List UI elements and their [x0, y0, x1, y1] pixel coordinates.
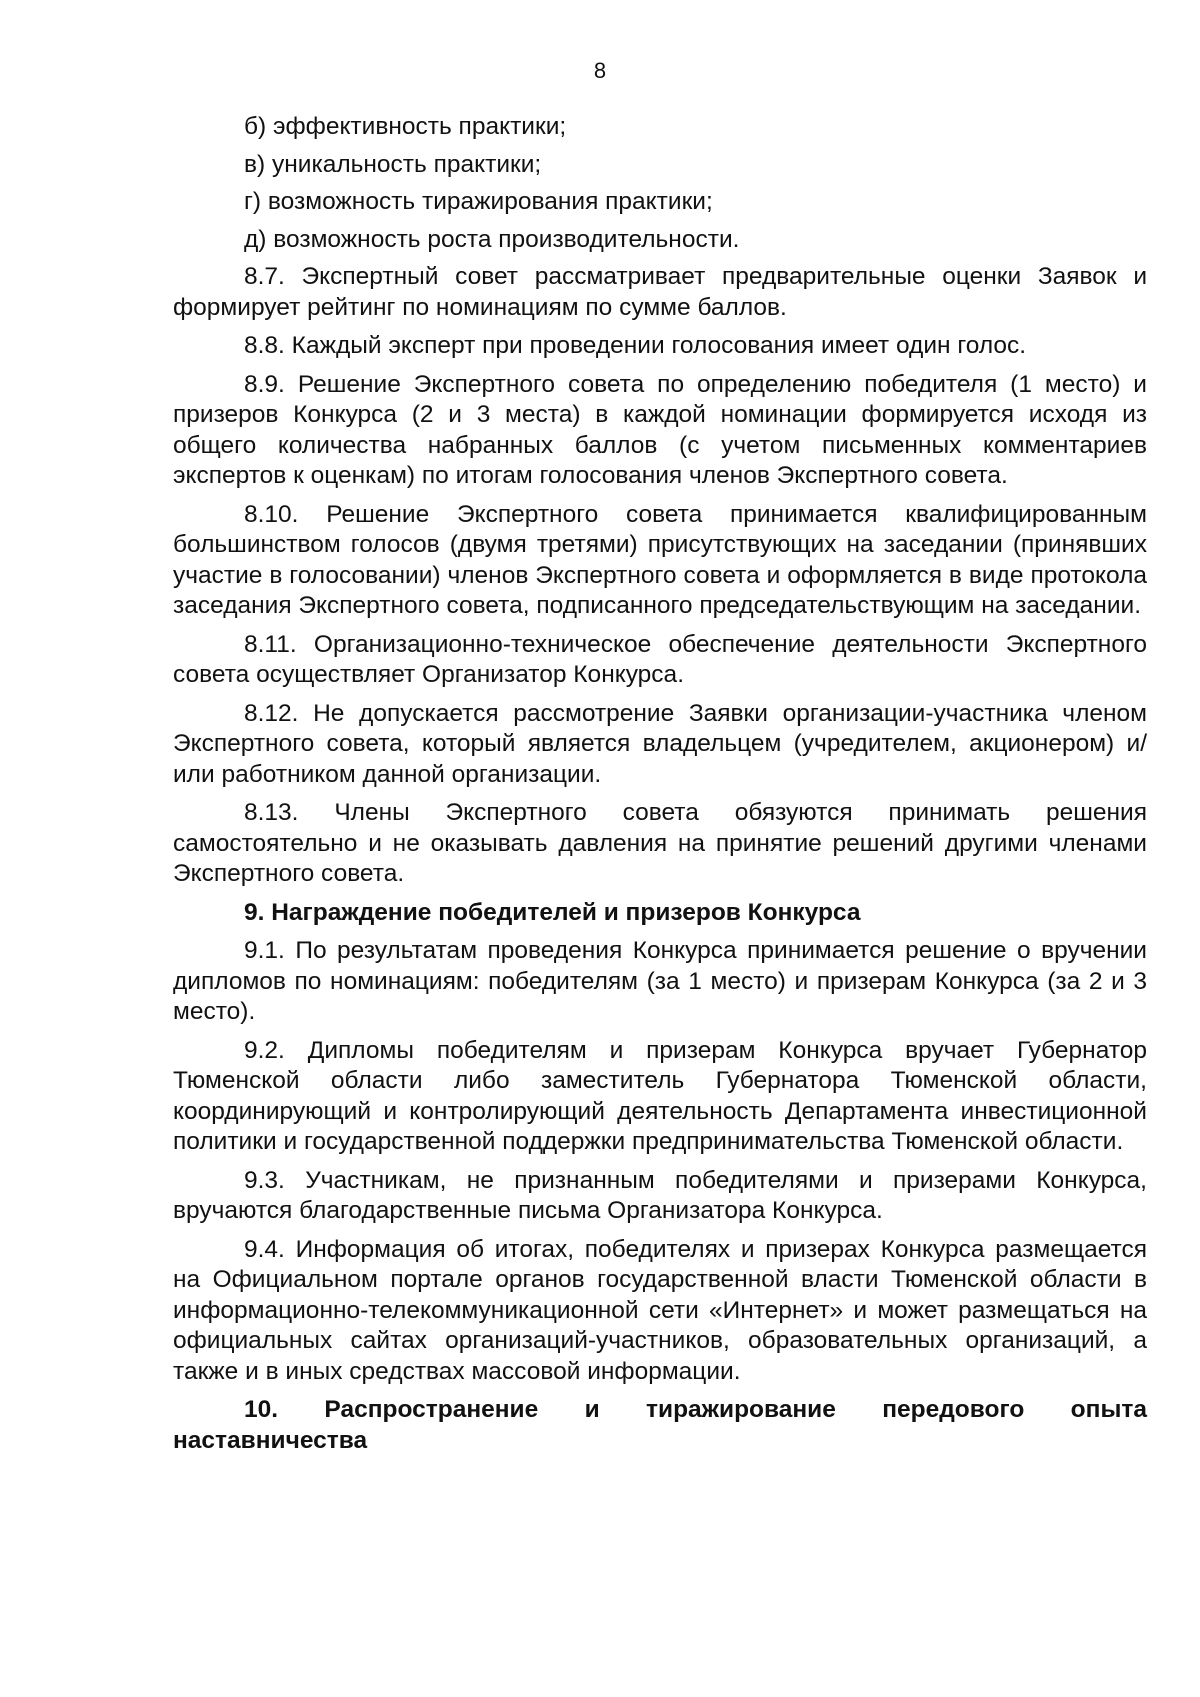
criterion-b: б) эффективность практики; [244, 113, 567, 140]
page-number: 8 [593, 58, 607, 83]
clause-9-2: 9.2. Дипломы победителям и призерам Конкурса вручает Губернатор Тюменской области либо заместитель Губернатора Тюменской области, координирующий и контролирующий деятельность Департамента инвестиционной политики и государственной поддержки предпринимательства Тюменской области. [173, 1036, 1147, 1155]
clause-8-7: 8.7. Экспертный совет рассматривает предварительные оценки Заявок и формирует рейтинг по номинациям по сумме баллов. [173, 263, 1147, 321]
clause-8-8: 8.8. Каждый эксперт при проведении голосования имеет один голос. [244, 332, 1027, 359]
section-9-heading: 9. Награждение победителей и призеров Конкурса [244, 898, 861, 926]
clause-8-11: 8.11. Организационно-техническое обеспечение деятельности Экспертного совета осуществляет Организатор Конкурса. [173, 630, 1147, 688]
clause-9-1: 9.1. По результатам проведения Конкурса принимается решение о вручении дипломов по номинациям: победителям (за 1 место) и призерам Конкурса (за 2 и 3 место). [173, 937, 1147, 1025]
clause-9-4: 9.4. Информация об итогах, победителях и призерах Конкурса размещается на Официальном портале органов государственной власти Тюменской области в информационно-телекоммуникационной сети «Интернет» и может размещаться на официальных сайтах организаций-участников, образовательных организаций, а также и в иных средствах массовой информации. [173, 1235, 1147, 1385]
clause-8-10: 8.10. Решение Экспертного совета принимается квалифицированным большинством голосов (двумя третями) присутствующих на заседании (принявших участие в голосовании) членов Экспертного совета и оформляется в виде протокола заседания Экспертного совета, подписанного председательствующим на заседании. [173, 500, 1147, 619]
clause-8-9: 8.9. Решение Экспертного совета по определению победителя (1 место) и призеров Конкурса (2 и 3 места) в каждой номинации формируется исходя из общего количества набранных баллов (с учетом письменных комментариев экспертов к оценкам) по итогам голосования членов Экспертного совета. [173, 370, 1147, 489]
clause-8-12: 8.12. Не допускается рассмотрение Заявки организации-участника членом Экспертного совета, который является владельцем (учредителем, акционером) и/или работником данной организации. [173, 699, 1147, 788]
section-10-heading: 10. Распространение и тиражирование передового опыта наставничества [173, 1396, 1147, 1454]
criterion-v: в) уникальность практики; [244, 150, 542, 178]
clause-9-3: 9.3. Участникам, не признанным победителями и призерами Конкурса, вручаются благодарственные письма Организатора Конкурса. [173, 1166, 1147, 1224]
criterion-g: г) возможность тиражирования практики; [244, 188, 713, 215]
clause-8-13: 8.13. Члены Экспертного совета обязуются принимать решения самостоятельно и не оказывать давления на принятие решений другими членами Экспертного совета. [173, 799, 1147, 887]
criterion-d: д) возможность роста производительности. [244, 225, 740, 253]
document-body [173, 112, 1147, 1464]
